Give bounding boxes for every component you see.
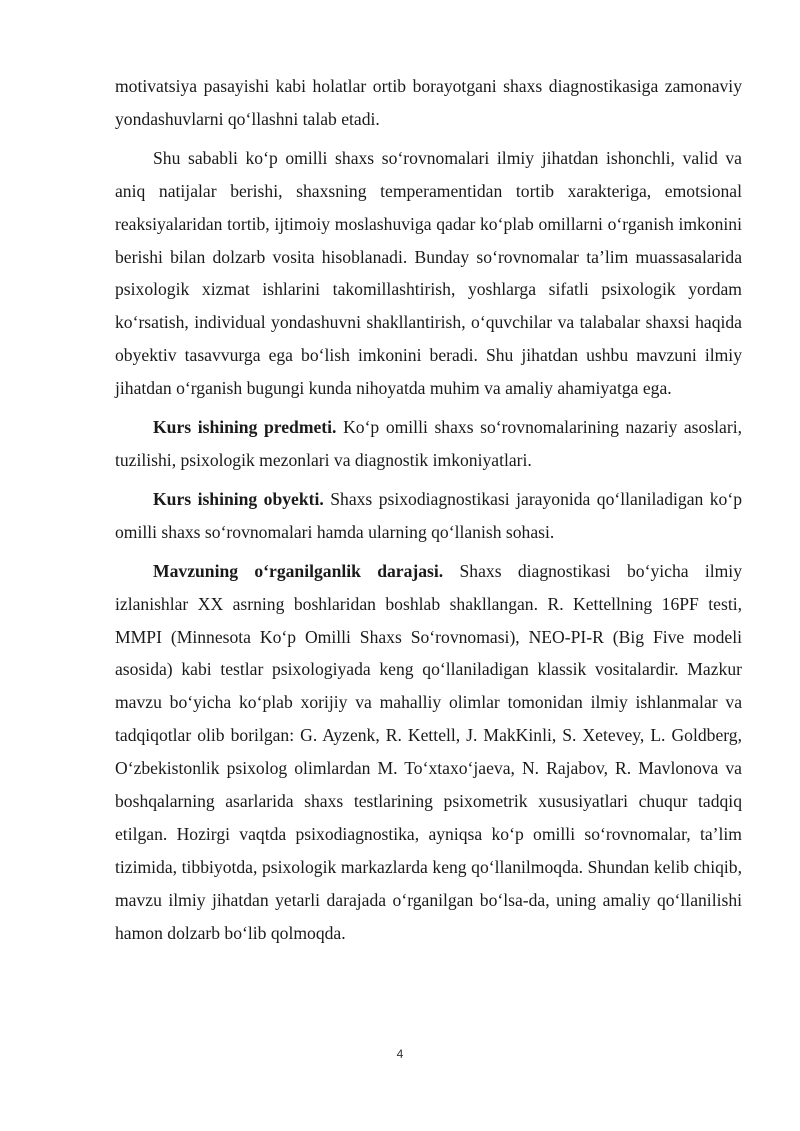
paragraph-continuation	[115, 70, 742, 136]
paragraph-object	[115, 483, 742, 549]
page-number: 4	[396, 1047, 404, 1061]
paragraph-study-level	[115, 555, 742, 950]
paragraph-heading: Kurs ishining predmeti.	[153, 417, 337, 438]
paragraph-text: Ko‘p omilli shaxs so‘rovnomalarining nazariy asoslari, tuzilishi, psixologik mezonlari va diagnostik imkoniyatlari.	[115, 417, 742, 470]
paragraph-relevance	[115, 142, 742, 405]
paragraph-heading: Kurs ishining obyekti.	[153, 488, 324, 509]
paragraph-text: Shaxs psixodiagnostikasi jarayonida qo‘llaniladigan ko‘p omilli shaxs so‘rovnomalari hamda ularning qo‘llanish sohasi.	[115, 488, 743, 542]
paragraph-heading: Mavzuning o‘rganilganlik darajasi.	[153, 560, 444, 581]
paragraph-subject	[115, 411, 742, 477]
paragraph-text: motivatsiya pasayishi kabi holatlar ortib borayotgani shaxs diagnostikasiga zamonaviy yondashuvlarni qo‘llashni talab etadi.	[115, 76, 742, 129]
paragraph-text: Shaxs diagnostikasi bo‘yicha ilmiy izlanishlar XX asrning boshlaridan boshlab shakllangan. R. Kettellning 16PF testi, MMPI (Minnesota Ko‘p Omilli Shaxs So‘rovnomasi), NEO-PI-R (Big Five modeli asosida) kabi testlar psixologiyada keng qo‘llaniladigan klassik vositalardir. Mazkur mavzu bo‘yicha ko‘plab xorijiy va mahalliy olimlar tomonidan ilmiy ishlanmalar va tadqiqotlar olib borilgan: G. Ayzenk, R. Kettell, J. MakKinli, S. Xetevey, L. Goldberg, O‘zbekistonlik psixolog olimlardan M. To‘xtaxo‘jaeva, N. Rajabov, R. Mavlonova va boshqalarning asarlarida shaxs testlarining psixometrik xususiyatlari chuqur tadqiq etilgan. Hozirgi vaqtda psixodiagnostika, ayniqsa ko‘p omilli so‘rovnomalar, ta’lim tizimida, tibbiyotda, psixologik markazlarda keng qo‘llanilmoqda. Shundan kelib chiqib, mavzu ilmiy jihatdan yetarli darajada o‘rganilgan bo‘lsa-da, uning amaliy qo‘llanilishi hamon dolzarb bo‘lib qolmoqda.	[115, 560, 742, 943]
paragraph-text: Shu sababli ko‘p omilli shaxs so‘rovnomalari ilmiy jihatdan ishonchli, valid va aniq natijalar berishi, shaxsning temperamentidan tortib xarakteriga, emotsional reaksiyalaridan tortib, ijtimoiy moslashuviga qadar ko‘plab omillarni o‘rganish imkonini berishi bilan dolzarb vosita hisoblanadi. Bunday so‘rovnomalar ta’lim muassasalarida psixologik xizmat ishlarini takomillashtirish, yoshlarga sifatli psixologik yordam ko‘rsatish, individual yondashuvni shakllantirish, o‘quvchilar va talabalar shaxsi haqida obyektiv tasavvurga ega bo‘lish imkonini beradi. Shu jihatdan ushbu mavzuni ilmiy jihatdan o‘rganish bugungi kunda nihoyatda muhim va amaliy ahamiyatga ega.	[115, 147, 742, 399]
page-body	[115, 70, 742, 950]
